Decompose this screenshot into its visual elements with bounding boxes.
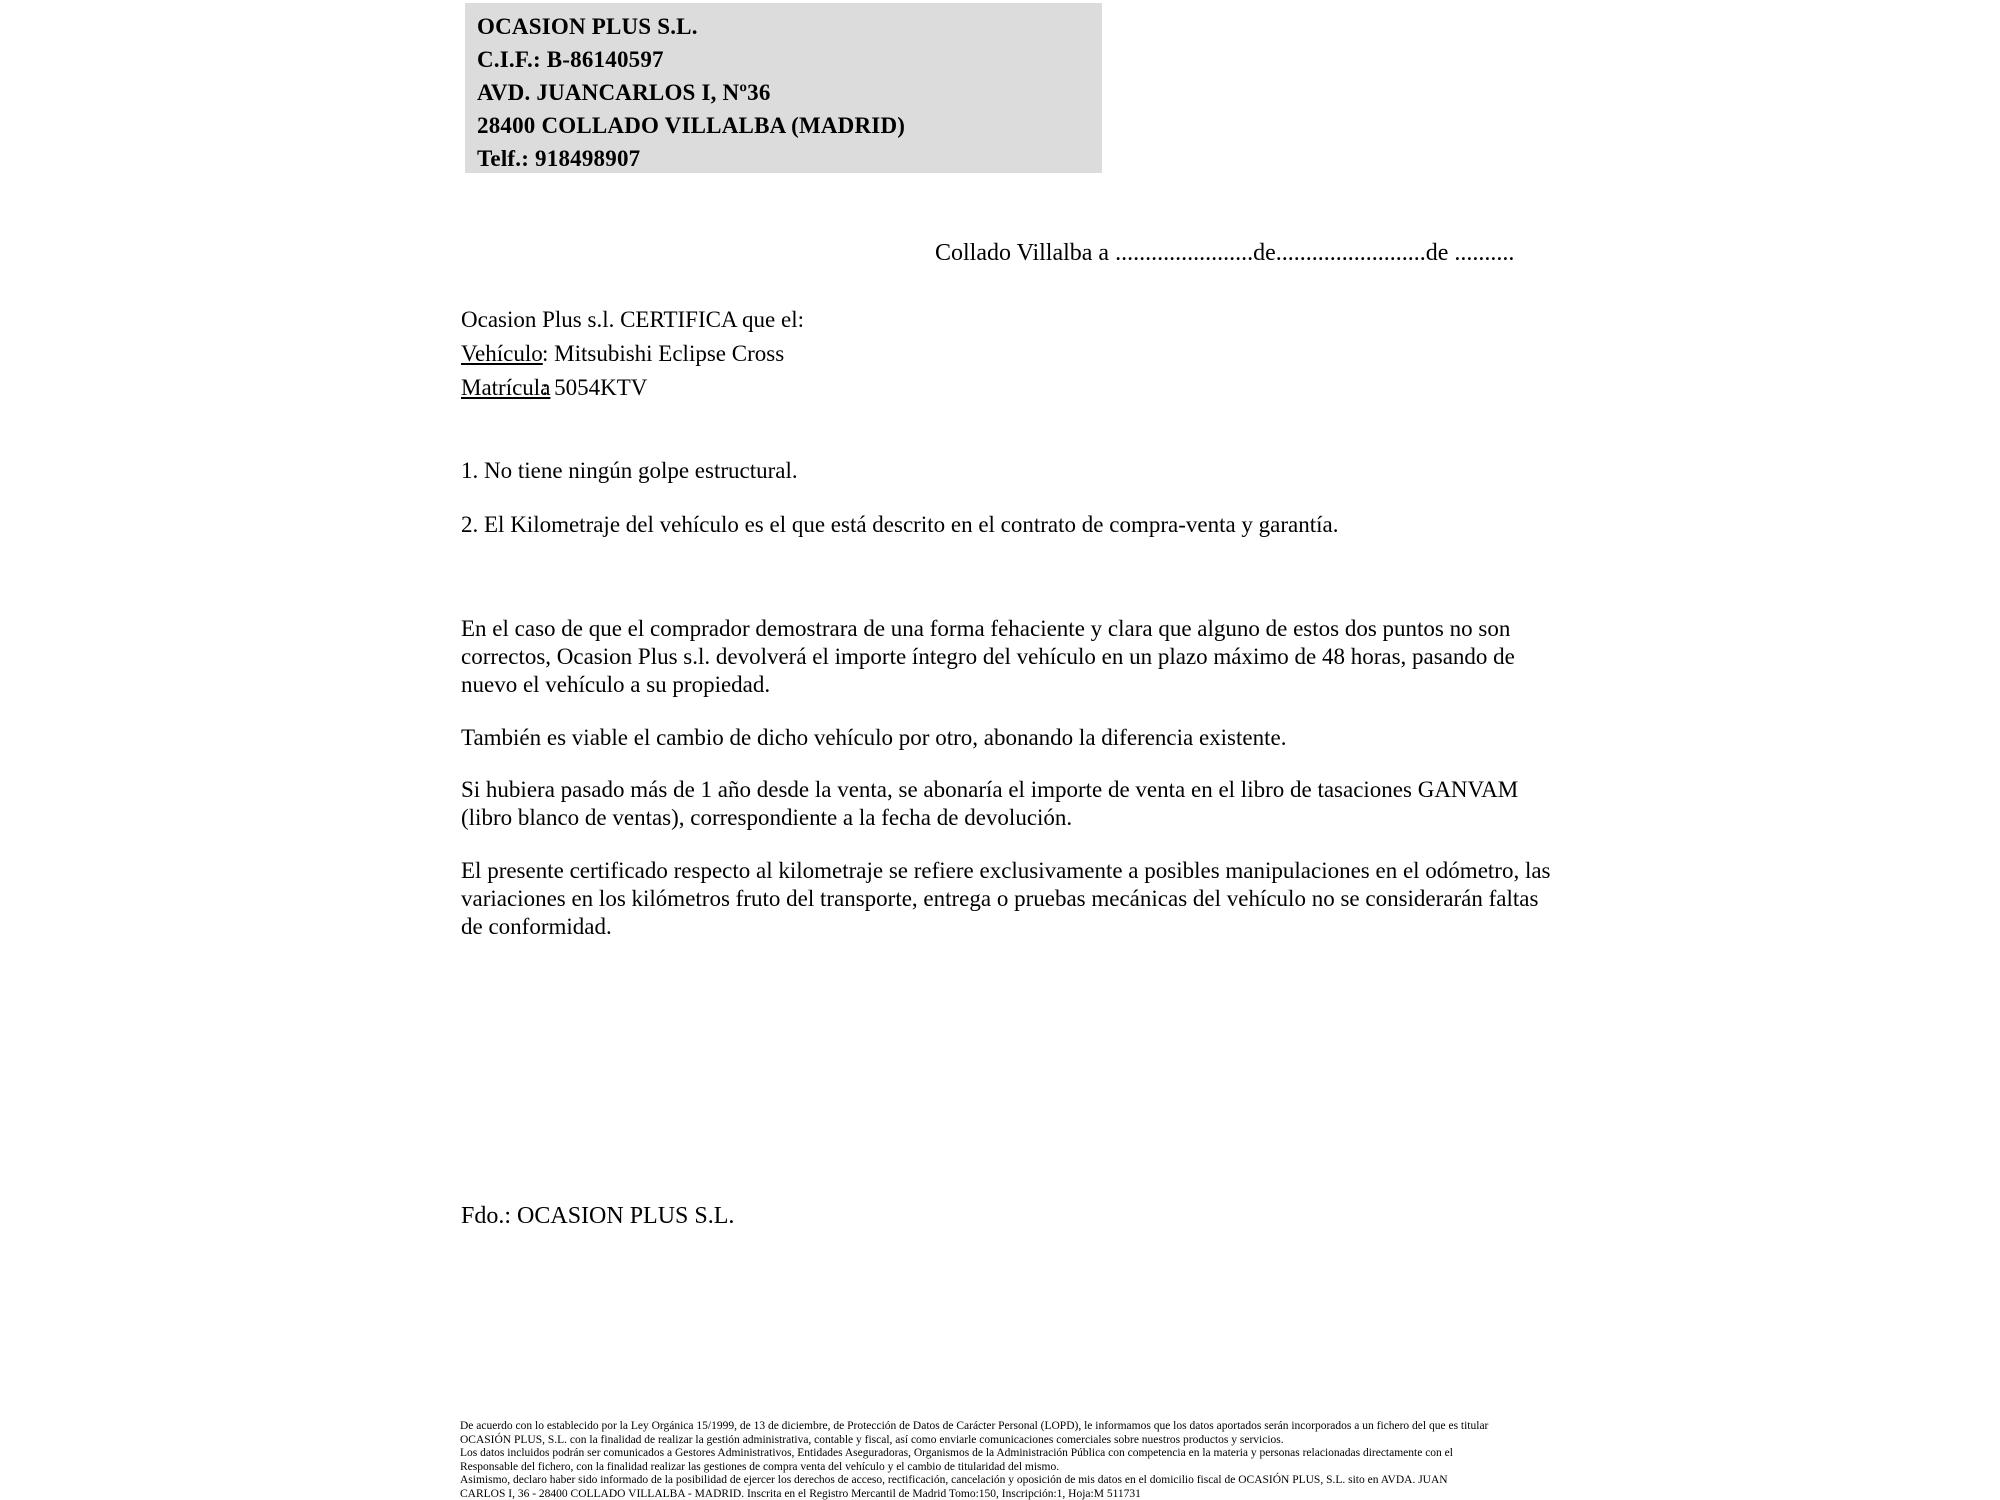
- company-phone: Telf.: 918498907: [477, 146, 641, 171]
- certificate-item-2: 2. El Kilometraje del vehículo es el que está descrito en el contrato de compra-venta y garantía.: [461, 512, 1339, 537]
- company-name: OCASION PLUS S.L.: [477, 14, 698, 39]
- plate-label: Matrícula: [461, 375, 551, 400]
- certifica-intro: Ocasion Plus s.l. CERTIFICA que el:: [461, 307, 804, 332]
- legal-line-4: Responsable del fichero, con la finalidad realizar las gestiones de compra venta del vehículo y el cambio de titularidad del mismo.: [460, 1460, 1060, 1473]
- company-cif: C.I.F.: B-86140597: [477, 47, 664, 72]
- legal-line-3: Los datos incluidos podrán ser comunicados a Gestores Administrativos, Entidades Aseguradoras, Organismos de la Administración Pública con competencia en la materia y personas relacionadas directamente con el: [460, 1447, 1453, 1460]
- paragraph-vehicle-exchange: También es viable el cambio de dicho vehículo por otro, abonando la diferencia existente.: [461, 725, 1287, 750]
- certification-block: [461, 303, 804, 405]
- plate-row: [461, 371, 804, 405]
- vehicle-row: [461, 337, 804, 371]
- vehicle-value: : Mitsubishi Eclipse Cross: [542, 341, 785, 366]
- certificate-item-1: 1. No tiene ningún golpe estructural.: [461, 458, 798, 483]
- company-header-box: [465, 3, 1102, 173]
- paragraph-odometer-disclaimer: El presente certificado respecto al kilometraje se refiere exclusivamente a posibles manipulaciones en el odómetro, las variaciones en los kilómetros fruto del transporte, entrega o pruebas mecánicas del vehículo no se considerarán faltas de conformidad.: [461, 858, 1551, 939]
- date-line: Collado Villalba a .......................de.........................de ..........: [935, 240, 1515, 266]
- legal-line-2: OCASIÓN PLUS, S.L. con la finalidad de realizar la gestión administrativa, contable y fiscal, así como enviarle comunicaciones comerciales sobre nuestros productos y servicios.: [460, 1433, 1284, 1446]
- company-city: 28400 COLLADO VILLALBA (MADRID): [477, 113, 906, 138]
- legal-line-6: CARLOS I, 36 - 28400 COLLADO VILLALBA - MADRID. Inscrita en el Registro Mercantil de Madrid Tomo:150, Inscripción:1, Hoja:M 511731: [460, 1487, 1141, 1500]
- signature-line: Fdo.: OCASION PLUS S.L.: [461, 1203, 735, 1229]
- paragraph-refund-condition: En el caso de que el comprador demostrara de una forma fehaciente y clara que alguno de estos dos puntos no son correctos, Ocasion Plus s.l. devolverá el importe íntegro del vehículo en un plazo máximo de 48 horas, pasando de nuevo el vehículo a su propiedad.: [461, 616, 1515, 697]
- plate-value: : 5054KTV: [542, 375, 648, 400]
- company-address: AVD. JUANCARLOS I, Nº36: [477, 80, 771, 105]
- paragraph-ganvam-valuation: Si hubiera pasado más de 1 año desde la venta, se abonaría el importe de venta en el libro de tasaciones GANVAM (libro blanco de ventas), correspondiente a la fecha de devolución.: [461, 777, 1519, 830]
- legal-line-1: De acuerdo con lo establecido por la Ley Orgánica 15/1999, de 13 de diciembre, de Protección de Datos de Carácter Personal (LOPD), le informamos que los datos aportados serán incorporados a un fichero del que es titular: [460, 1420, 1489, 1432]
- vehicle-label: Vehículo: [461, 341, 543, 366]
- legal-line-5: Asimismo, declaro haber sido informado de la posibilidad de ejercer los derechos de acceso, rectificación, cancelación y oposición de mis datos en el domicilio fiscal de OCASIÓN PLUS, S.L. sito en AVDA. JUAN: [460, 1474, 1448, 1487]
- legal-fineprint: [460, 1420, 1488, 1500]
